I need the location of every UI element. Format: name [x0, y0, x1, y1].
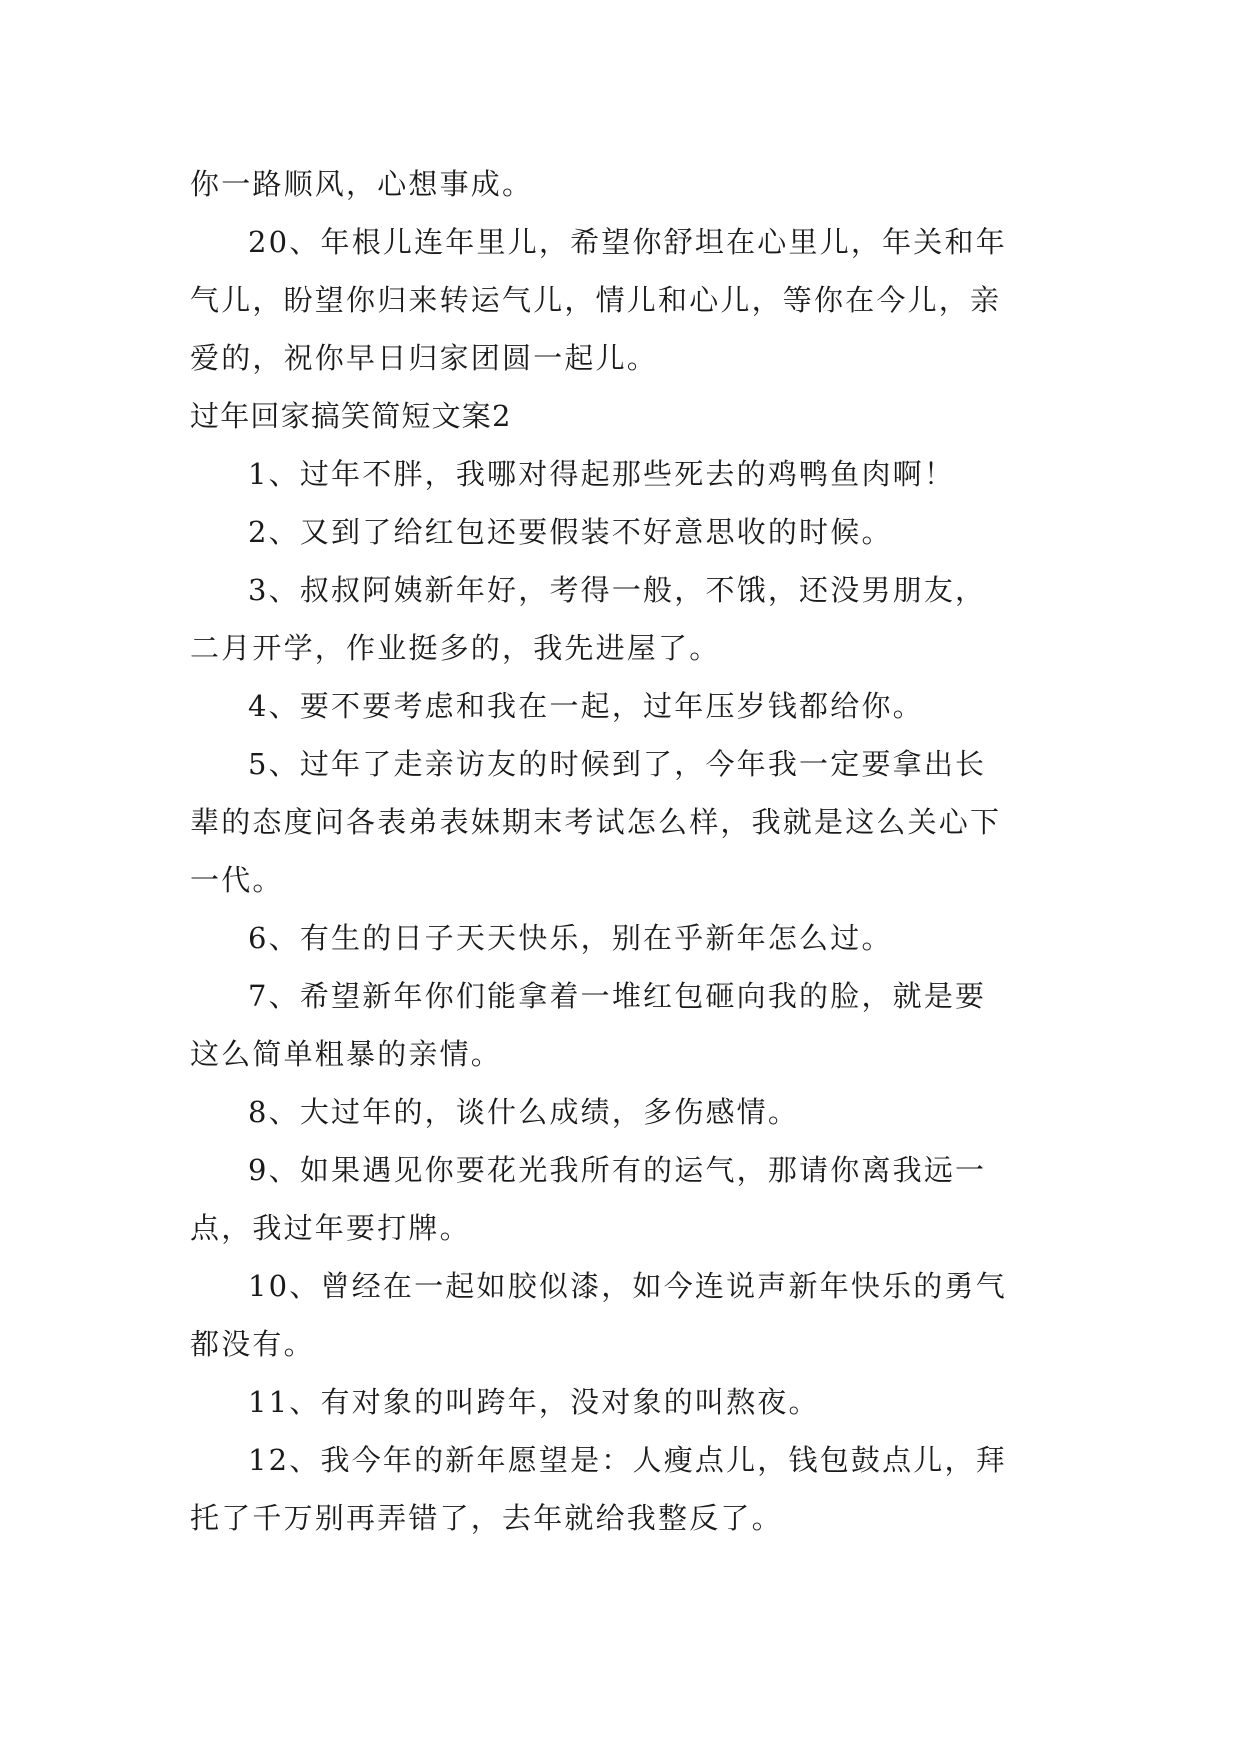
text-line: 4、要不要考虑和我在一起，过年压岁钱都给你。: [248, 689, 924, 723]
document-page: [190, 155, 1050, 1547]
text-line: 托了千万别再弄错了，去年就给我整反了。: [190, 1501, 783, 1535]
text-line: 这么简单粗暴的亲情。: [190, 1037, 503, 1071]
text-line: 8、大过年的，谈什么成绩，多伤感情。: [248, 1095, 800, 1129]
text-line: 12、我今年的新年愿望是：人瘦点儿，钱包鼓点儿，拜: [248, 1443, 1007, 1477]
text-line: 10、曾经在一起如胶似漆，如今连说声新年快乐的勇气: [248, 1269, 1007, 1303]
text-line: 爱的，祝你早日归家团圆一起儿。: [190, 341, 659, 375]
text-line: 1、过年不胖，我哪对得起那些死去的鸡鸭鱼肉啊！: [248, 457, 956, 491]
text-line: 点，我过年要打牌。: [190, 1211, 471, 1245]
text-line: 20、年根儿连年里儿，希望你舒坦在心里儿，年关和年: [248, 225, 1007, 259]
text-line: 一代。: [190, 863, 284, 897]
text-line: 11、有对象的叫跨年，没对象的叫熬夜。: [248, 1385, 820, 1419]
text-line: 气儿，盼望你归来转运气儿，情儿和心儿，等你在今儿，亲: [190, 283, 1002, 317]
text-line: 9、如果遇见你要花光我所有的运气，那请你离我远一: [248, 1153, 987, 1187]
section-heading: 过年回家搞笑简短文案2: [190, 399, 512, 433]
text-line: 6、有生的日子天天快乐，别在乎新年怎么过。: [248, 921, 893, 955]
text-line: 二月开学，作业挺多的，我先进屋了。: [190, 631, 721, 665]
text-line: 7、希望新年你们能拿着一堆红包砸向我的脸，就是要: [248, 979, 987, 1013]
text-line: 都没有。: [190, 1327, 315, 1361]
text-line: 你一路顺风，心想事成。: [190, 167, 534, 201]
text-line: 辈的态度问各表弟表妹期末考试怎么样，我就是这么关心下: [190, 805, 1002, 839]
text-line: 5、过年了走亲访友的时候到了，今年我一定要拿出长: [248, 747, 987, 781]
text-line: 2、又到了给红包还要假装不好意思收的时候。: [248, 515, 893, 549]
text-line: 3、叔叔阿姨新年好，考得一般，不饿，还没男朋友，: [248, 573, 987, 607]
